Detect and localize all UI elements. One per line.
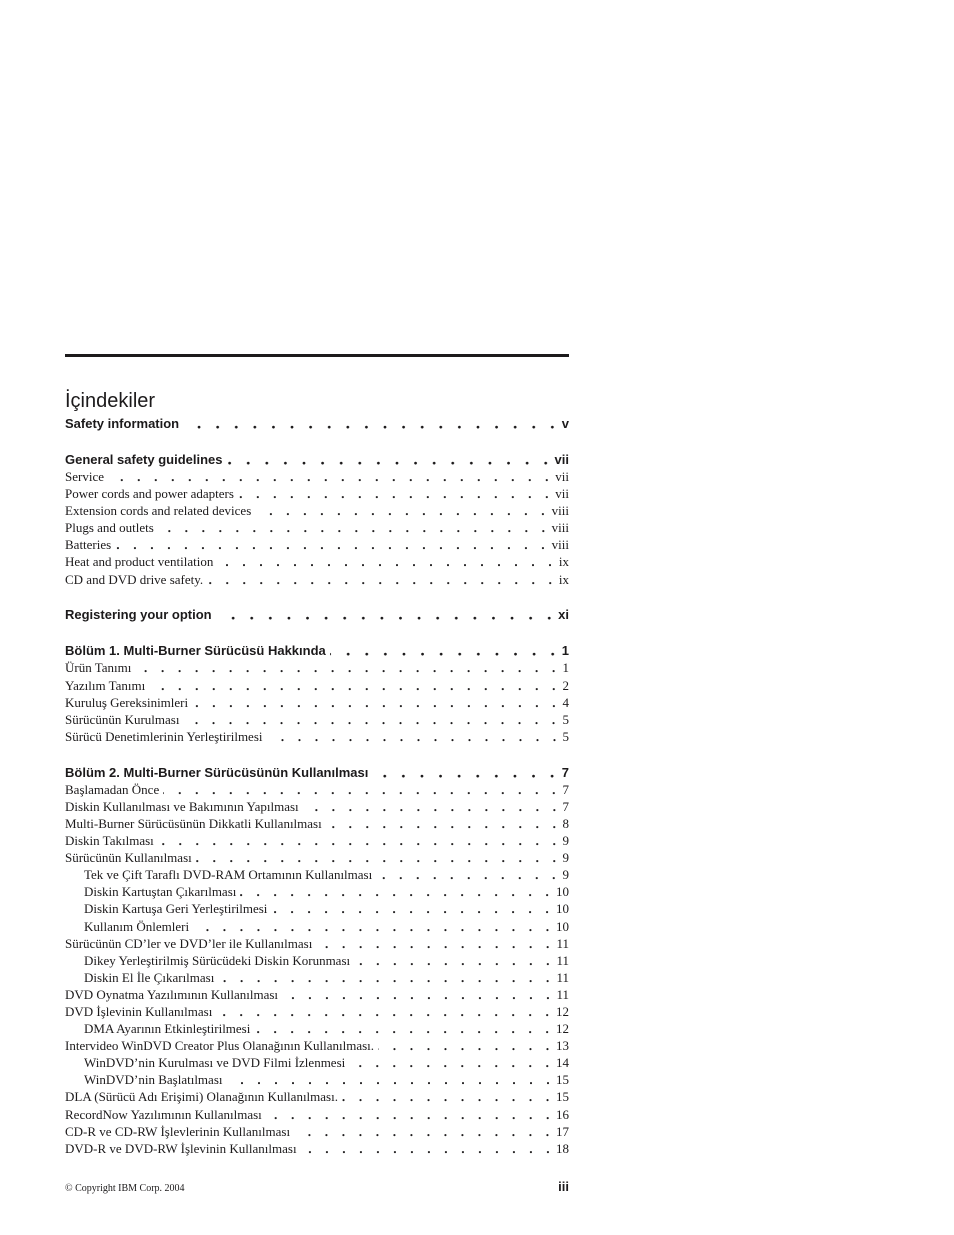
dot-leader [330,642,562,659]
title-rule [65,354,569,357]
toc-entry[interactable] [65,1020,569,1037]
toc-entry-label: Başlamadan Önce [65,781,160,797]
toc-entry[interactable] [65,986,569,1003]
dot-leader [294,1123,556,1140]
toc-page-number: 15 [556,1072,569,1088]
toc-entry[interactable] [65,1140,569,1157]
toc-page-number: v [561,416,569,431]
toc-page-number: viii [551,537,569,553]
toc-entry-label: Sürücünün CD’ler ve DVD’ler ile Kullanılması [65,935,313,951]
dot-leader [193,918,556,935]
toc-section [65,415,569,432]
toc-page-number: 9 [562,867,569,883]
toc-page-number: 1 [562,660,569,676]
dot-leader [207,571,559,588]
toc-entry-label: Tek ve Çift Taraflı DVD-RAM Ortamının Kullanılması [84,867,373,883]
dot-leader [183,711,562,728]
toc-entry[interactable] [65,1003,569,1020]
toc-section [65,764,569,1157]
toc-entry-label: Batteries [65,537,112,553]
page-title: İçindekiler [65,390,156,413]
toc-entry[interactable] [65,918,569,935]
toc-entry-label: RecordNow Yazılımının Kullanılması [65,1106,262,1122]
toc-page-number: 7 [562,781,569,797]
dot-leader [192,694,562,711]
dot-leader [158,832,563,849]
dot-leader [266,1106,556,1123]
toc-entry[interactable] [65,694,569,711]
toc-entry-label: Yazılım Tanımı [65,677,146,693]
dot-leader [115,536,551,553]
toc-page-number: 14 [556,1055,569,1071]
toc-section [65,606,569,623]
toc-entry-label: Kuruluş Gereksinimleri [65,694,189,710]
dot-leader [149,677,562,694]
toc-entry[interactable] [65,781,569,798]
toc-entry-label: Kullanım Önlemleri [84,918,190,934]
toc-page-number: vii [555,468,569,484]
toc-page-number: 10 [556,884,569,900]
dot-leader [303,798,563,815]
toc-entry-label: DVD İşlevinin Kullanılması [65,1004,213,1019]
dot-leader [216,1003,556,1020]
toc-page-number: 10 [556,918,569,934]
dot-leader [271,900,556,917]
toc-heading-label: Registering your option [65,607,212,623]
toc-entry-label: Dikey Yerleştirilmiş Sürücüdeki Diskin Korunması [84,952,351,968]
toc-entry[interactable] [65,571,569,588]
toc-entry[interactable] [65,969,569,986]
toc-entry-label: Intervideo WinDVD Creator Plus Olanağının Kullanılması. [65,1038,375,1054]
dot-leader [217,553,559,570]
toc-page-number: 13 [556,1038,569,1054]
toc-entry[interactable] [65,883,569,900]
toc-page-number: 16 [556,1106,569,1122]
toc-heading[interactable] [65,415,569,432]
dot-leader [378,1037,556,1054]
toc-page-number: 8 [562,815,569,831]
toc-page-number: 9 [562,850,569,866]
page-footer [65,1179,569,1196]
dot-leader [349,1054,556,1071]
dot-leader [216,606,559,623]
toc-section [65,642,569,745]
toc-page-number: 12 [556,1021,569,1037]
toc-heading-label: Bölüm 2. Multi-Burner Sürücüsünün Kullanılması [65,764,369,780]
toc-page-number: 11 [556,935,569,951]
toc-page-number: 1 [561,643,569,659]
toc-page-number: 5 [562,728,569,744]
dot-leader [240,883,556,900]
dot-leader [282,986,556,1003]
toc-page-number: 2 [562,677,569,693]
toc-entry-label: DLA (Sürücü Adı Erişimi) Olanağının Kullanılması. [65,1089,338,1105]
toc-entry[interactable] [65,553,569,570]
toc-page-number: 10 [556,901,569,917]
toc-entry-label: Ürün Tanımı [65,660,132,676]
dot-leader [238,485,555,502]
toc-entry-label: Plugs and outlets [65,520,154,536]
toc-entry-label: Diskin Kartuştan Çıkarılması [84,884,237,900]
toc-entry[interactable] [65,798,569,815]
toc-page-number: 5 [562,711,569,727]
toc-entry[interactable] [65,1071,569,1088]
toc-entry[interactable] [65,677,569,694]
toc-page-number: 12 [556,1004,569,1019]
table-of-contents [65,415,569,1157]
toc-page-number: vii [555,486,569,502]
toc-entry[interactable] [65,900,569,917]
toc-page-number: 7 [562,798,569,814]
toc-heading-label: Safety information [65,416,180,431]
toc-entry-label: Multi-Burner Sürücüsünün Dikkatli Kullanılması [65,815,322,831]
dot-leader [342,1088,556,1105]
toc-heading[interactable] [65,606,569,623]
toc-entry[interactable] [65,832,569,849]
toc-entry-label: Diskin Kullanılması ve Bakımının Yapılması [65,798,299,814]
toc-page-number: ix [558,571,569,587]
toc-entry[interactable] [65,1088,569,1105]
toc-entry[interactable] [65,1123,569,1140]
toc-entry[interactable] [65,659,569,676]
dot-leader [254,1020,556,1037]
toc-entry-label: WinDVD’nin Kurulması ve DVD Filmi İzlenmesi [84,1055,346,1071]
toc-page-number: 11 [556,969,569,985]
toc-entry[interactable] [65,711,569,728]
toc-heading-label: General safety guidelines [65,451,223,467]
toc-page-number: xi [558,607,569,623]
toc-entry[interactable] [65,935,569,952]
toc-heading[interactable] [65,451,569,468]
toc-entry-label: Power cords and power adapters [65,486,234,502]
page-number: iii [558,1179,569,1194]
toc-entry-label: CD and DVD drive safety. [65,571,204,587]
toc-entry[interactable] [65,728,569,745]
toc-page-number: viii [551,520,569,536]
toc-entry-label: CD-R ve CD-RW İşlevlerinin Kullanılması [65,1123,291,1139]
toc-entry-label: DMA Ayarının Etkinleştirilmesi [84,1021,251,1037]
toc-entry[interactable] [65,536,569,553]
toc-entry[interactable] [65,485,569,502]
toc-section [65,451,569,588]
toc-entry-label: Diskin Takılması [65,833,154,849]
copyright-notice: © Copyright IBM Corp. 2004 [65,1183,185,1194]
toc-entry-label: Sürücü Denetimlerinin Yerleştirilmesi [65,728,263,744]
toc-page-number: viii [551,503,569,519]
dot-leader [255,502,551,519]
dot-leader [326,815,563,832]
dot-leader [227,451,555,468]
dot-leader [163,781,562,798]
toc-page-number: vii [554,451,569,467]
toc-page-number: ix [558,554,569,570]
toc-entry-label: Sürücünün Kullanılması [65,850,192,866]
dot-leader [218,969,556,986]
toc-entry-label: Extension cords and related devices [65,503,252,519]
toc-page-number: 11 [556,952,569,968]
toc-page-number: 18 [556,1140,569,1156]
toc-heading[interactable] [65,764,569,781]
dot-leader [316,935,556,952]
dot-leader [196,849,563,866]
toc-page-number: 4 [562,694,569,710]
toc-page-number: 17 [556,1123,569,1139]
toc-entry[interactable] [65,815,569,832]
dot-leader [158,519,552,536]
dot-leader [108,468,555,485]
toc-entry[interactable] [65,502,569,519]
toc-entry-label: DVD-R ve DVD-RW İşlevinin Kullanılması [65,1140,297,1156]
toc-entry[interactable] [65,468,569,485]
dot-leader [183,415,562,432]
dot-leader [267,728,563,745]
toc-entry-label: Diskin El İle Çıkarılması [84,969,215,985]
toc-entry-label: Diskin Kartuşa Geri Yerleştirilmesi [84,901,268,917]
dot-leader [376,866,562,883]
dot-leader [372,764,561,781]
toc-heading[interactable] [65,642,569,659]
toc-entry[interactable] [65,849,569,866]
toc-entry[interactable] [65,1037,569,1054]
toc-entry[interactable] [65,1054,569,1071]
dot-leader [301,1140,556,1157]
toc-entry[interactable] [65,1106,569,1123]
toc-entry-label: DVD Oynatma Yazılımının Kullanılması [65,986,279,1002]
toc-entry-label: Sürücünün Kurulması [65,711,180,727]
dot-leader [135,659,562,676]
toc-page-number: 7 [561,764,569,780]
dot-leader [227,1071,557,1088]
toc-entry-label: Service [65,468,104,484]
toc-entry[interactable] [65,952,569,969]
toc-page-number: 15 [556,1089,569,1105]
toc-page-number: 9 [562,833,569,849]
toc-entry-label: WinDVD’nin Başlatılması [84,1072,223,1088]
toc-heading-label: Bölüm 1. Multi-Burner Sürücüsü Hakkında [65,643,326,659]
toc-page-number: 11 [556,986,569,1002]
toc-entry[interactable] [65,519,569,536]
toc-entry-label: Heat and product ventilation [65,554,214,570]
toc-entry[interactable] [65,866,569,883]
dot-leader [354,952,556,969]
